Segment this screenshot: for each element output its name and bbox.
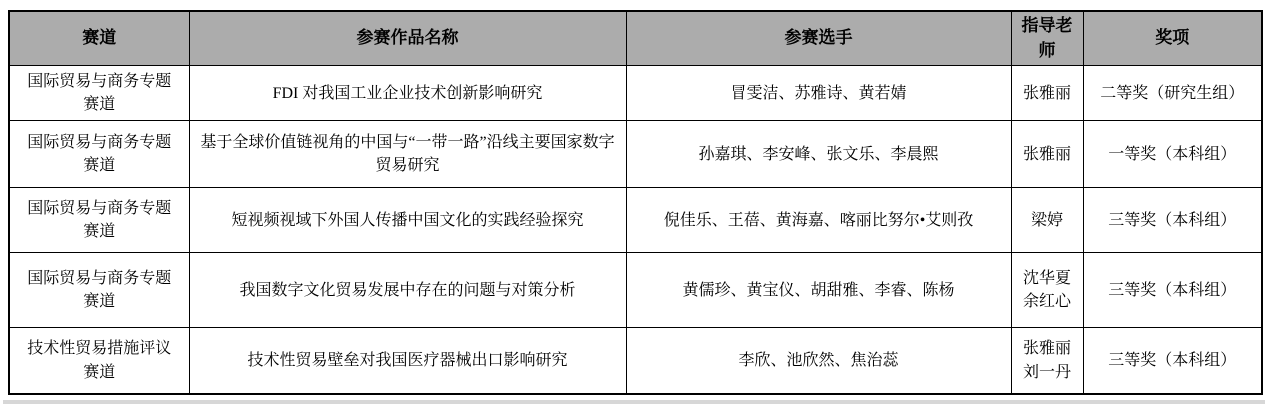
cell-track: 国际贸易与商务专题赛道 [9, 188, 189, 253]
cell-title: 技术性贸易壁垒对我国医疗器械出口影响研究 [189, 328, 626, 394]
cell-track: 国际贸易与商务专题赛道 [9, 253, 189, 328]
page-edge-line [3, 400, 1265, 404]
cell-award: 三等奖（本科组） [1083, 328, 1262, 394]
cell-contestants: 冒雯洁、苏雅诗、黄若婧 [626, 66, 1011, 121]
advisor-line: 刘一丹 [1022, 363, 1071, 381]
header-contestants: 参赛选手 [626, 11, 1011, 66]
cell-advisor [1011, 66, 1083, 121]
advisor-line: 张雅丽 [1022, 84, 1071, 102]
table-row [9, 253, 1262, 328]
cell-award: 一等奖（本科组） [1083, 121, 1262, 188]
cell-contestants: 孙嘉琪、李安峰、张文乐、李晨熙 [626, 121, 1011, 188]
header-title: 参赛作品名称 [189, 11, 626, 66]
header-track: 赛道 [9, 11, 189, 66]
cell-contestants: 倪佳乐、王蓓、黄海嘉、喀丽比努尔•艾则孜 [626, 188, 1011, 253]
cell-title: 我国数字文化贸易发展中存在的问题与对策分析 [189, 253, 626, 328]
advisor-line: 梁婷 [1030, 211, 1063, 229]
cell-advisor [1011, 188, 1083, 253]
advisor-line: 余红心 [1022, 293, 1071, 311]
cell-advisor [1011, 121, 1083, 188]
cell-title: FDI 对我国工业企业技术创新影响研究 [189, 66, 626, 121]
advisor-line: 沈华夏 [1022, 270, 1071, 288]
table-row [9, 188, 1262, 253]
cell-track: 国际贸易与商务专题赛道 [9, 121, 189, 188]
header-award: 奖项 [1083, 11, 1262, 66]
table-row [9, 328, 1262, 394]
advisor-line: 张雅丽 [1022, 145, 1071, 163]
cell-track: 国际贸易与商务专题赛道 [9, 66, 189, 121]
cell-title: 基于全球价值链视角的中国与“一带一路”沿线主要国家数字贸易研究 [189, 121, 626, 188]
cell-track: 技术性贸易措施评议赛道 [9, 328, 189, 394]
table-row [9, 66, 1262, 121]
table-row [9, 121, 1262, 188]
cell-title: 短视频视域下外国人传播中国文化的实践经验探究 [189, 188, 626, 253]
cell-contestants: 李欣、池欣然、焦治蕊 [626, 328, 1011, 394]
header-advisor: 指导老师 [1011, 11, 1083, 66]
cell-award: 三等奖（本科组） [1083, 188, 1262, 253]
cell-award: 二等奖（研究生组） [1083, 66, 1262, 121]
cell-contestants: 黄儒珍、黄宝仪、胡甜雅、李睿、陈杨 [626, 253, 1011, 328]
cell-advisor [1011, 253, 1083, 328]
advisor-line: 张雅丽 [1022, 340, 1071, 358]
cell-award: 三等奖（本科组） [1083, 253, 1262, 328]
table-header-row [9, 11, 1262, 66]
cell-advisor [1011, 328, 1083, 394]
awards-table [8, 10, 1263, 395]
